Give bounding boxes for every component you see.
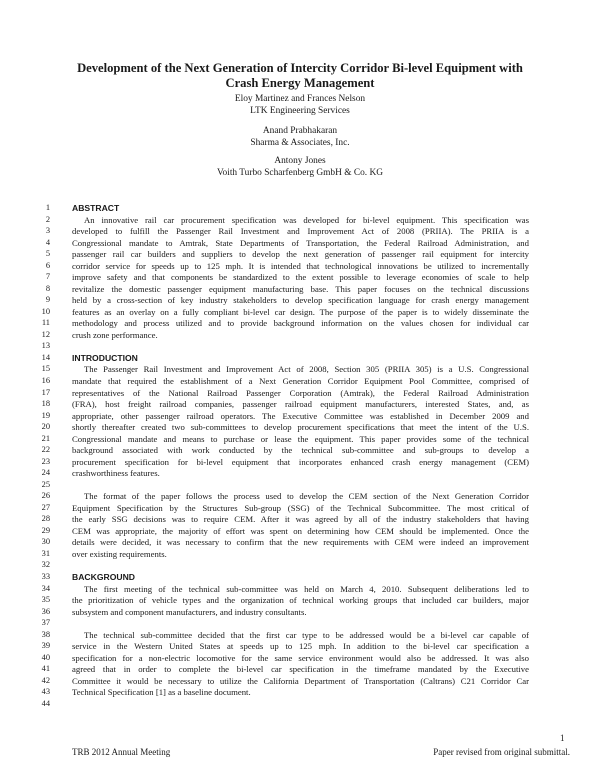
line-number: 1 <box>45 203 50 212</box>
title-line: Crash Energy Management <box>225 76 375 90</box>
body-line <box>0 652 600 664</box>
body-line <box>0 340 600 352</box>
body-line <box>0 698 600 710</box>
line-text: over existing requirements. <box>72 548 167 559</box>
body-line <box>0 248 600 260</box>
line-text: mandate that required the establishment of a Next Generation Corridor Equipment Pool Committee, comprised of <box>72 375 529 386</box>
line-text: specification for a non-electric locomotive for the same service environment would also be addressed. It was also <box>72 652 529 663</box>
paper-title <box>60 61 540 91</box>
body-line <box>0 294 600 306</box>
line-text: features as an overlay on a fully compliant bi-level car design. The purpose of the paper is to widely disseminate the <box>72 306 529 317</box>
line-number: 18 <box>41 399 50 408</box>
author-names: Anand Prabhakaran <box>262 126 338 136</box>
section-heading: ABSTRACT <box>72 203 120 213</box>
body-line <box>0 513 600 525</box>
line-text: CEM was appropriate, the majority of effort was spent on determining how CEM should be implemented. Once the <box>72 525 529 536</box>
line-number: 35 <box>41 595 50 604</box>
line-text: The technical sub-committee decided that the first car type to be addressed would be a bi-level car capable of <box>84 629 529 640</box>
body-line <box>0 306 600 318</box>
line-text: The first meeting of the technical sub-committee was held on March 4, 2010. Subsequent deliberations led to <box>84 583 529 594</box>
line-text: The format of the paper follows the process used to develop the CEM section of the Next Generation Corridor <box>84 491 529 502</box>
author-affiliation: LTK Engineering Services <box>250 106 350 117</box>
line-number: 16 <box>41 375 50 385</box>
body-line <box>0 502 600 514</box>
body-line <box>0 363 600 375</box>
line-number: 33 <box>41 572 50 581</box>
section-heading: INTRODUCTION <box>72 352 138 363</box>
title-line: Development of the Next Generation of Intercity Corridor Bi-level Equipment with <box>77 61 523 75</box>
line-number: 17 <box>41 387 50 397</box>
author-names: Antony Jones <box>274 156 326 166</box>
body-line <box>0 202 600 214</box>
line-number: 42 <box>41 675 50 685</box>
line-number: 26 <box>41 491 50 501</box>
body-line <box>0 594 600 606</box>
body-line <box>0 629 600 641</box>
line-text: Technical Specification [1] as a baseline document. <box>72 687 251 698</box>
body-line <box>0 260 600 272</box>
line-text: corridor service for speeds up to 125 mph. It is intended that technological innovations be utilized to incrementally <box>72 260 529 271</box>
line-number: 30 <box>41 537 50 547</box>
body-line <box>0 490 600 502</box>
line-number: 39 <box>41 641 50 651</box>
body-line <box>0 606 600 618</box>
line-text: procurement specification for bi-level equipment that incorporates enhanced crash energy management (CEM) <box>72 456 529 467</box>
line-text: developed to fulfill the Passenger Rail Investment and Improvement Act of 2008 (PRIIA). The PRIIA is a <box>72 226 529 237</box>
line-number: 2 <box>45 214 50 224</box>
line-number: 10 <box>41 306 50 316</box>
line-number: 8 <box>45 283 50 293</box>
line-number: 11 <box>41 318 50 328</box>
line-number: 12 <box>41 329 50 339</box>
line-number: 5 <box>45 249 50 259</box>
line-text: Equipment Specification by the Structures Sub-group (SSG) of the Technical Subcommittee. The most critical of <box>72 502 529 513</box>
line-number: 34 <box>41 583 50 593</box>
body-line <box>0 421 600 433</box>
body-line <box>0 375 600 387</box>
line-text: crashworthiness features. <box>72 468 160 479</box>
footer-note: Paper revised from original submittal. <box>433 747 570 757</box>
body-line <box>0 456 600 468</box>
line-text: subsystem and component manufacturers, and industry consultants. <box>72 606 307 617</box>
body-line <box>0 686 600 698</box>
body-line <box>0 617 600 629</box>
line-number: 31 <box>41 548 50 558</box>
line-number: 28 <box>41 514 50 524</box>
page-number: 1 <box>560 733 565 743</box>
line-number: 3 <box>45 226 50 236</box>
author-block <box>100 93 500 117</box>
line-number: 14 <box>41 352 50 362</box>
line-number: 27 <box>41 502 50 512</box>
body-line <box>0 559 600 571</box>
line-number: 22 <box>41 445 50 455</box>
body-line <box>0 225 600 237</box>
body-line <box>0 583 600 595</box>
line-number: 32 <box>41 560 50 570</box>
body-line <box>0 444 600 456</box>
line-text: details were decided, it was necessary to confirm that the new requirements with CEM were indeed an improvement <box>72 537 529 548</box>
line-text: An innovative rail car procurement specification was developed for bi-level equipment. This specification was <box>84 214 529 225</box>
line-text: shortly thereafter created two sub-committees to develop procurement specifications that meet the intent of the U.S. <box>72 422 529 433</box>
line-text: the early SSG decisions was to require CEM. After it was agreed by all of the industry stakeholders that having <box>72 514 529 525</box>
line-number: 20 <box>41 422 50 432</box>
line-text: held by a cross-section of key industry stakeholders to develop specification language for crash energy management <box>72 295 529 306</box>
author-names: Eloy Martinez and Frances Nelson <box>234 94 366 104</box>
line-text: appropriate, other passenger railroad operators. The Executive Committee was established in December 2009 and <box>72 410 529 421</box>
line-number: 23 <box>41 456 50 466</box>
line-text: The Passenger Rail Investment and Improvement Act of 2008, Section 305 (PRIIA 305) is a U.S. Congressional <box>84 364 529 375</box>
author-block <box>100 155 500 179</box>
line-number: 37 <box>41 618 50 628</box>
line-text: agreed that in order to complete the bi-level car specification in the timeframe mandated by the Executive <box>72 664 529 675</box>
line-number: 41 <box>41 664 50 674</box>
line-number: 4 <box>45 237 50 247</box>
body-line <box>0 271 600 283</box>
line-number: 19 <box>41 410 50 420</box>
line-text: representatives of the National Railroad Passenger Corporation (Amtrak), the Federal Railroad Administration <box>72 387 529 398</box>
body-line <box>0 548 600 560</box>
section-heading: BACKGROUND <box>72 572 136 582</box>
author-affiliation: Voith Turbo Scharfenberg GmbH & Co. KG <box>216 168 384 179</box>
line-text: service in the Western United States at speeds up to 125 mph. In addition to the bi-level car specification a <box>72 641 529 652</box>
line-number: 36 <box>41 606 50 616</box>
body-line <box>0 571 600 583</box>
body-line <box>0 398 600 410</box>
line-text: background associated with work conducted by the technical sub-committee and sub-groups to develop a <box>72 445 529 456</box>
footer-conference: TRB 2012 Annual Meeting <box>72 747 171 757</box>
line-number: 25 <box>41 479 50 489</box>
line-text: passenger rail car builders and suppliers to develop the next generation of passenger rail equipment for intercity <box>72 249 529 260</box>
body-line <box>0 433 600 445</box>
body-line <box>0 214 600 226</box>
line-number: 40 <box>41 652 50 662</box>
body-line <box>0 387 600 399</box>
line-number: 21 <box>41 433 50 443</box>
body-line <box>0 352 600 364</box>
body-line <box>0 329 600 341</box>
line-text: crush zone performance. <box>72 329 158 340</box>
line-number: 13 <box>41 341 50 351</box>
line-number: 24 <box>41 468 50 478</box>
line-number: 7 <box>45 272 50 282</box>
body-line <box>0 675 600 687</box>
body-line <box>0 410 600 422</box>
body-line <box>0 663 600 675</box>
line-number: 44 <box>41 698 50 708</box>
body-line <box>0 479 600 491</box>
line-number: 43 <box>41 687 50 697</box>
line-number: 29 <box>41 525 50 535</box>
body-line <box>0 237 600 249</box>
line-text: (FRA), host freight railroad companies, passenger railroad equipment manufacturers, interested States, and, as <box>72 399 529 409</box>
line-number: 6 <box>45 260 50 270</box>
line-text: Congressional mandate and means to purchase or lease the equipment. This paper provides some of the technical <box>72 433 529 444</box>
line-text: the prioritization of vehicle types and the organization of technical working groups that included car builders, major <box>72 595 529 605</box>
line-text: Committee it would be necessary to utilize the California Department of Transportation (Caltrans) C21 Corridor Car <box>72 675 529 686</box>
author-block <box>100 125 500 149</box>
body-line <box>0 467 600 479</box>
line-number: 9 <box>45 295 50 305</box>
line-number: 15 <box>41 364 50 374</box>
body-line <box>0 536 600 548</box>
line-number: 38 <box>41 629 50 639</box>
line-text: revitalize the domestic passenger equipment manufacturing base. This paper focuses on the technical discussions <box>72 283 529 294</box>
line-text: methodology and process utilized and to provide background information on the values chosen for individual car <box>72 318 529 329</box>
line-text: improve safety and that components be standardized to the extent possible to leverage economies of scale to help <box>72 272 529 283</box>
line-text: Congressional mandate to Amtrak, State Departments of Transportation, the Federal Railroad Administration, and <box>72 237 529 248</box>
body-line <box>0 640 600 652</box>
body-line <box>0 317 600 329</box>
body-line <box>0 283 600 295</box>
body-line <box>0 525 600 537</box>
author-affiliation: Sharma & Associates, Inc. <box>250 138 350 149</box>
